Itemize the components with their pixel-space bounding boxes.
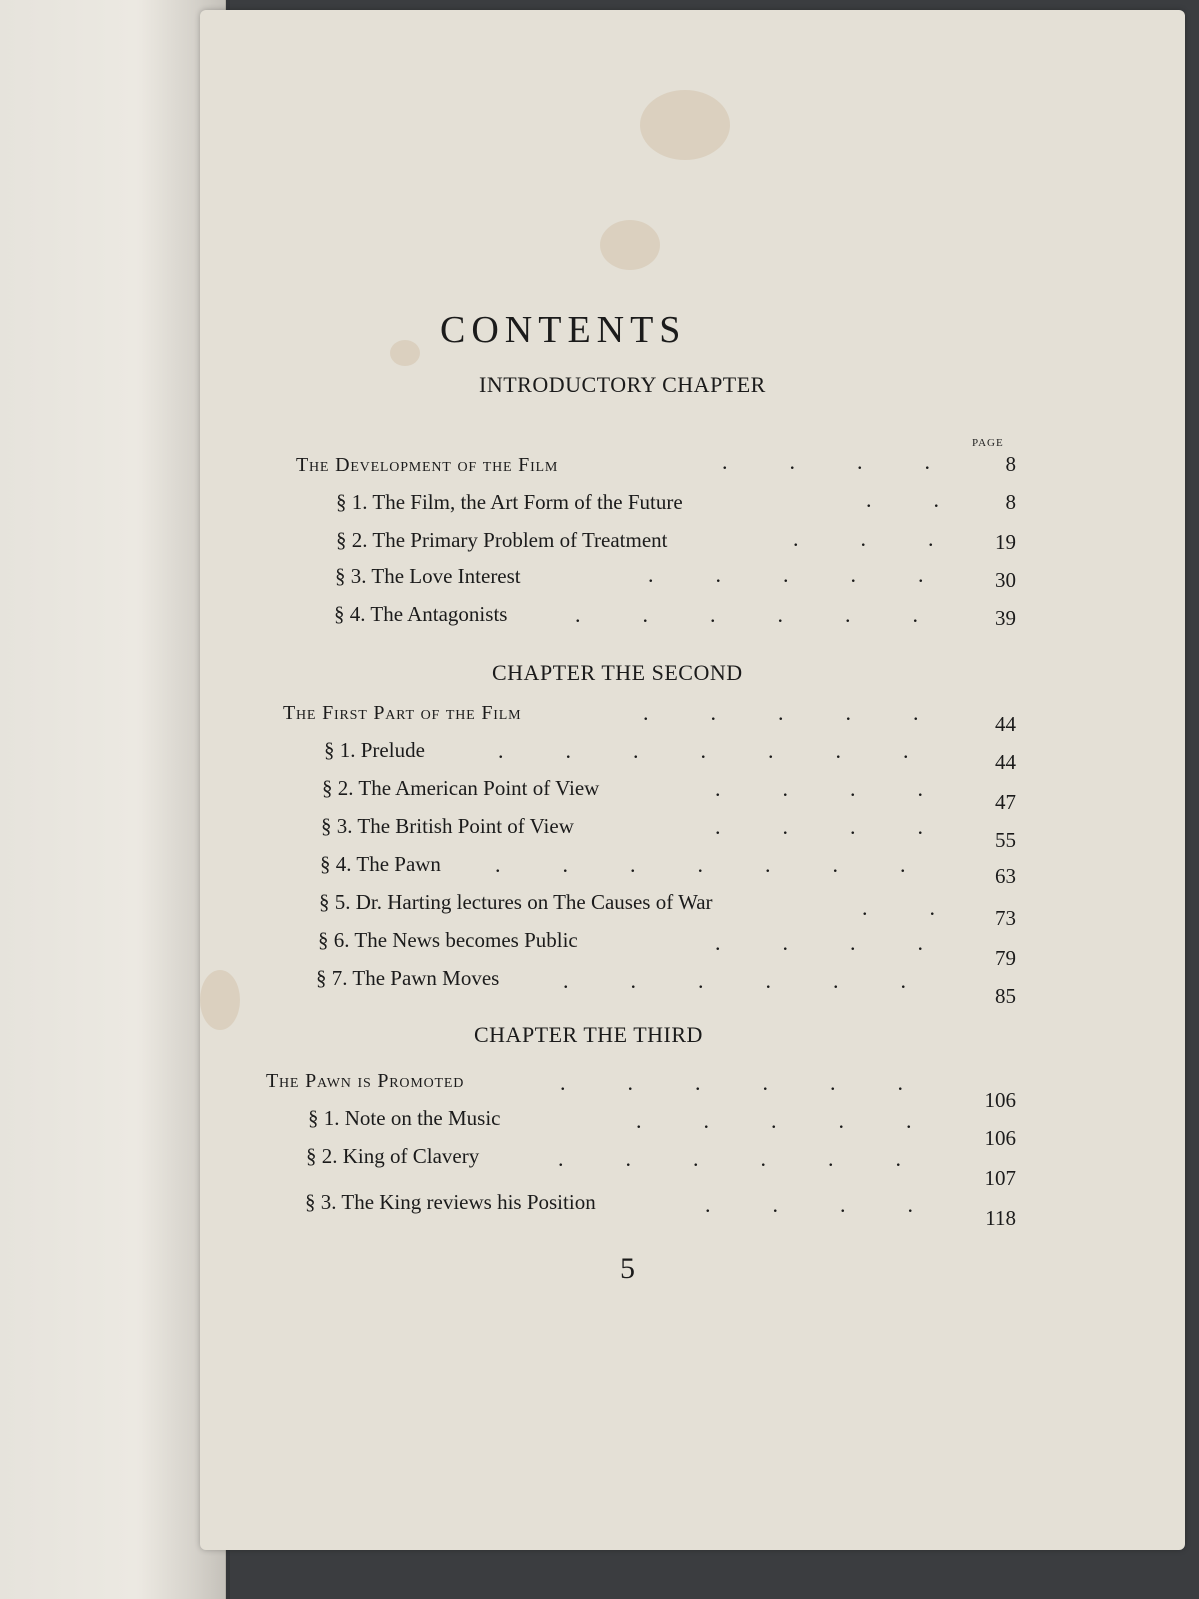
page-number: 19 <box>995 530 1016 554</box>
page-number: 8 <box>1005 490 1016 514</box>
leader-dots: .. <box>862 895 997 920</box>
chapter-heading: CHAPTER THE SECOND <box>492 660 743 685</box>
page-number: 118 <box>985 1206 1016 1230</box>
section-title: § 2. The Primary Problem of Treatment <box>336 528 668 552</box>
leader-dots: .... <box>722 449 992 474</box>
section-title: § 1. Prelude <box>324 738 425 762</box>
page-number: 106 <box>984 1126 1016 1150</box>
chapter-heading: INTRODUCTORY CHAPTER <box>479 372 766 397</box>
chapter-entry-title: The Pawn is Promoted <box>266 1070 465 1092</box>
leader-dots: ... <box>793 526 996 551</box>
leader-dots: ....... <box>498 738 971 763</box>
section-title: § 1. Note on the Music <box>308 1106 501 1130</box>
section-title: § 3. The Love Interest <box>335 564 521 588</box>
section-title: § 2. The American Point of View <box>322 776 600 800</box>
section-title: § 7. The Pawn Moves <box>316 966 500 990</box>
leader-dots: .... <box>705 1192 975 1217</box>
foxing-stain <box>600 220 660 270</box>
page-column-label: PAGE <box>972 437 1004 449</box>
page-number: 39 <box>995 606 1016 630</box>
section-title: § 1. The Film, the Art Form of the Future <box>336 490 683 514</box>
chapter-heading: CHAPTER THE THIRD <box>474 1022 703 1047</box>
section-title: § 3. The British Point of View <box>321 814 574 838</box>
section-title: § 4. The Pawn <box>320 852 441 876</box>
chapter-entry-title: The Development of the Film <box>296 454 559 476</box>
page-number: 44 <box>995 712 1016 736</box>
leader-dots: ...... <box>558 1146 963 1171</box>
page-number: 73 <box>995 906 1016 930</box>
page-number: 8 <box>1005 452 1016 476</box>
leader-dots: ..... <box>636 1108 974 1133</box>
page-number: 106 <box>984 1088 1016 1112</box>
section-title: § 6. The News becomes Public <box>318 928 578 952</box>
page-title: CONTENTS <box>440 309 687 351</box>
leader-dots: ...... <box>575 602 980 627</box>
page-number: 63 <box>995 864 1016 888</box>
leader-dots: ..... <box>643 700 981 725</box>
foxing-stain <box>200 970 240 1030</box>
page-number: 79 <box>995 946 1016 970</box>
chapter-entry-title: The First Part of the Film <box>283 702 522 724</box>
leader-dots: ....... <box>495 852 968 877</box>
page-number: 30 <box>995 568 1016 592</box>
section-title: § 5. Dr. Harting lectures on The Causes of War <box>319 890 713 914</box>
leader-dots: ..... <box>648 562 986 587</box>
page-number: 47 <box>995 790 1016 814</box>
page-number: 44 <box>995 750 1016 774</box>
page-number: 107 <box>984 1166 1016 1190</box>
section-title: § 4. The Antagonists <box>334 602 508 626</box>
page-number: 55 <box>995 828 1016 852</box>
foxing-stain <box>390 340 420 366</box>
leader-dots: .... <box>715 776 985 801</box>
leader-dots: .... <box>715 814 985 839</box>
page-number: 85 <box>995 984 1016 1008</box>
page-folio: 5 <box>620 1252 635 1285</box>
leader-dots: ...... <box>563 968 968 993</box>
section-title: § 2. King of Clavery <box>306 1144 480 1168</box>
leader-dots: .. <box>866 487 1001 512</box>
foxing-stain <box>640 90 730 160</box>
leader-dots: ...... <box>560 1070 965 1095</box>
section-title: § 3. The King reviews his Position <box>305 1190 596 1214</box>
leader-dots: .... <box>715 930 985 955</box>
